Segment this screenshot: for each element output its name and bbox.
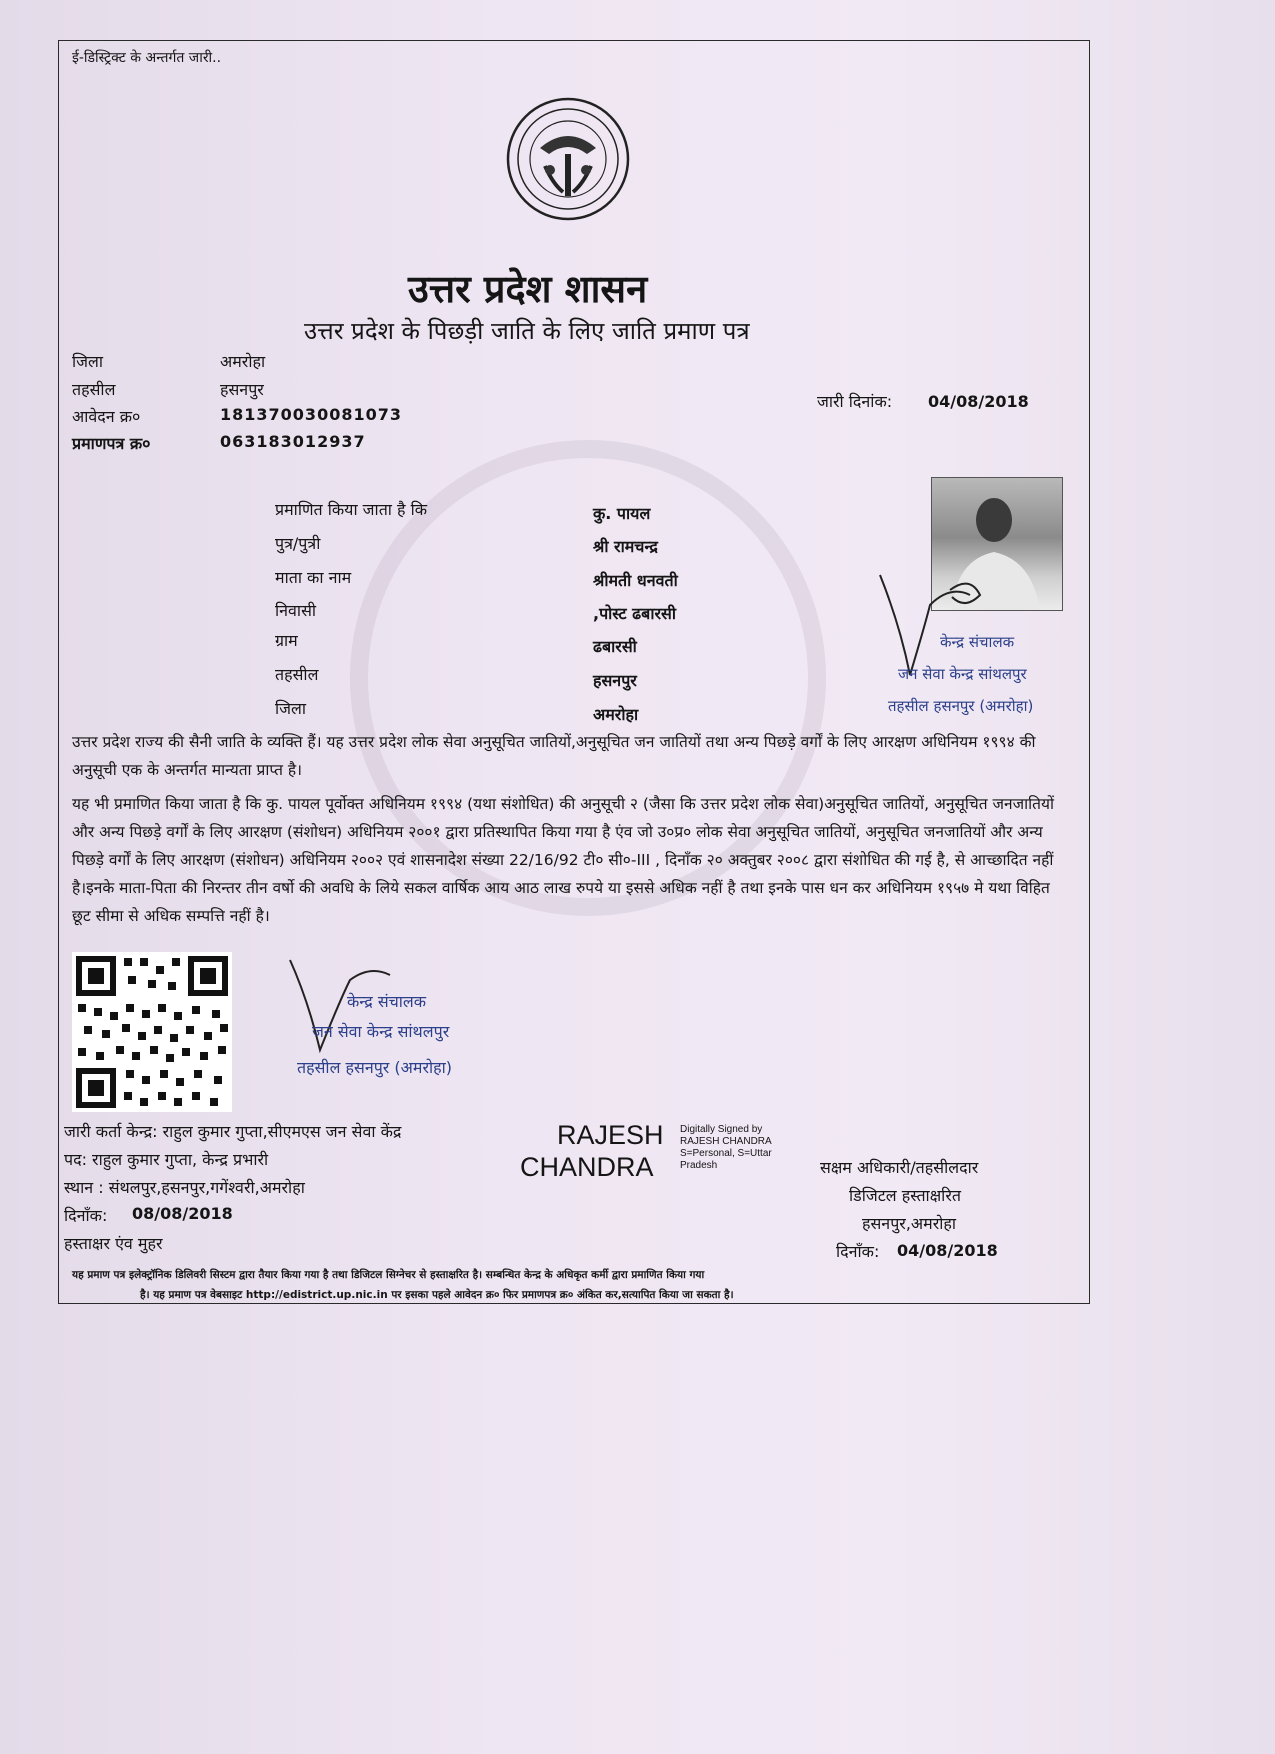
stamp-right-line2: जन सेवा केन्द्र सांथलपुर [898, 665, 1027, 683]
authority-date-label: दिनाँक: [836, 1242, 880, 1261]
stamp-center-line3: तहसील हसनपुर (अमरोहा) [297, 1058, 453, 1077]
detail-label-mother: माता का नाम [275, 568, 352, 587]
digital-sign-detail2: RAJESH CHANDRA [680, 1136, 772, 1147]
authority-line1: सक्षम अधिकारी/तहसीलदार [820, 1158, 979, 1177]
authority-date-value: 04/08/2018 [897, 1241, 998, 1260]
certificate-number: 063183012937 [220, 432, 366, 451]
detail-value-village: ढबारसी [593, 637, 637, 656]
issuer-date-label: दिनाँक: [64, 1206, 108, 1225]
detail-label-certified: प्रमाणित किया जाता है कि [275, 500, 428, 519]
detail-value-mother: श्रीमती धनवती [593, 571, 678, 590]
stamp-center-line2: जन सेवा केन्द्र सांथलपुर [312, 1022, 450, 1041]
application-number: 181370030081073 [220, 405, 402, 424]
issue-date-value: 04/08/2018 [928, 392, 1029, 411]
issue-date-label: जारी दिनांक: [817, 392, 893, 411]
qr-code [72, 952, 232, 1112]
detail-label-district: जिला [275, 699, 307, 718]
certificate-label: प्रमाणपत्र क्र० [72, 434, 151, 453]
digital-sign-detail4: Pradesh [680, 1160, 718, 1171]
up-emblem-icon [505, 96, 631, 222]
authority-line2: डिजिटल हस्ताक्षरित [849, 1186, 961, 1205]
stamp-right-line1: केन्द्र संचालक [940, 633, 1015, 651]
tehsil-label: तहसील [72, 380, 116, 399]
detail-label-parent: पुत्र/पुत्री [275, 534, 321, 553]
issuer-date-value: 08/08/2018 [132, 1204, 233, 1223]
issuer-post: पद: राहुल कुमार गुप्ता, केन्द्र प्रभारी [64, 1150, 269, 1169]
detail-value-post: ,पोस्ट ढबारसी [593, 604, 676, 623]
footer-note-line2: है। यह प्रमाण पत्र वेबसाइट http://edistrict.up.nic.in पर इसका पहले आवेदन क्र० फिर प्रमाणपत्र क्र० अंकित कर,सत्यापित किया जा सकता है। [140, 1289, 734, 1301]
issuer-place: स्थान : संथलपुर,हसनपुर,गगेंश्वरी,अमरोहा [64, 1178, 305, 1197]
detail-value-name: कु. पायल [593, 504, 651, 523]
application-label: आवेदन क्र० [72, 407, 141, 426]
detail-label-resident: निवासी [275, 601, 317, 620]
footer-note-line1: यह प्रमाण पत्र इलेक्ट्रॉनिक डिलिवरी सिस्टम द्वारा तैयार किया गया है तथा डिजिटल सिग्नेचर से हस्ताक्षरित है। सम्बन्धित केन्द्र के अधिकृत कर्मी द्वारा प्रमाणित किया गया [72, 1269, 705, 1281]
issuer-sign-label: हस्ताक्षर एंव मुहर [64, 1234, 163, 1253]
digital-signer-name-line2: CHANDRA [520, 1152, 654, 1182]
paragraph-certification: यह भी प्रमाणित किया जाता है कि कु. पायल पूर्वोक्त अधिनियम १९९४ (यथा संशोधित) की अनुसूची २ (जैसा कि उत्तर प्रदेश लोक सेवा)अनुसूचित जातियों, अनुसूचित जनजातियों और अन्य पिछड़े वर्गों के लिए आरक्षण (संशोधन) अधिनियम २००१ द्वारा प्रतिस्थापित किया गया है एंव जो उ०प्र० लोक सेवा अनुसूचित जातियों, अनुसूचित जनजातियों और अन्य पिछड़े वर्गों के लिए आरक्षण (संशोधन) अधिनियम २००२ एवं शासनादेश संख्या 22/16/92 टी० सी०-III , दिनाँक २० अक्तुबर २००८ द्वारा संशोधित की गई है, से आच्छादित नहीं है।इनके माता-पिता की निरन्तर तीन वर्षो की अवधि के लिये सकल वार्षिक आय आठ लाख रुपये या इससे अधिक नहीं है तथा इनके पास धन कर अधिनियम १९५७ मे यथा विहित छूट सीमा से अधिक सम्पत्ति नहीं है। [72, 795, 1054, 925]
issuer-center: जारी कर्ता केन्द्र: राहुल कुमार गुप्ता,सीएमएस जन सेवा केंद्र [64, 1122, 402, 1141]
issued-under-text: ई-डिस्ट्रिक्ट के अन्तर्गत जारी.. [72, 50, 222, 66]
detail-label-tehsil: तहसील [275, 665, 319, 684]
detail-label-village: ग्राम [275, 631, 298, 650]
digital-sign-detail1: Digitally Signed by [680, 1124, 763, 1135]
authority-line3: हसनपुर,अमरोहा [862, 1214, 957, 1233]
stamp-center-line1: केन्द्र संचालक [347, 992, 427, 1011]
stamp-right-line3: तहसील हसनपुर (अमरोहा) [888, 697, 1034, 715]
paragraph-caste: उत्तर प्रदेश राज्य की सैनी जाति के व्यक्ति हैं। यह उत्तर प्रदेश लोक सेवा अनुसूचित जातियों,अनुसूचित जन जातियों तथा अन्य पिछड़े वर्गों के लिए आरक्षण अधिनियम १९९४ की अनुसूची एक के अन्तर्गत मान्यता प्राप्त है। [72, 733, 1036, 779]
digital-sign-detail3: S=Personal, S=Uttar [680, 1148, 772, 1159]
page-title: उत्तर प्रदेश शासन [408, 267, 648, 311]
detail-value-father: श्री रामचन्द्र [593, 537, 658, 556]
digital-signer-name-line1: RAJESH [557, 1120, 664, 1150]
page-subtitle: उत्तर प्रदेश के पिछड़ी जाति के लिए जाति प्रमाण पत्र [304, 317, 750, 345]
tehsil-value: हसनपुर [220, 380, 264, 399]
detail-value-district: अमरोहा [593, 705, 639, 724]
detail-value-tehsil: हसनपुर [593, 671, 637, 690]
district-value: अमरोहा [220, 352, 266, 371]
district-label: जिला [72, 352, 104, 371]
